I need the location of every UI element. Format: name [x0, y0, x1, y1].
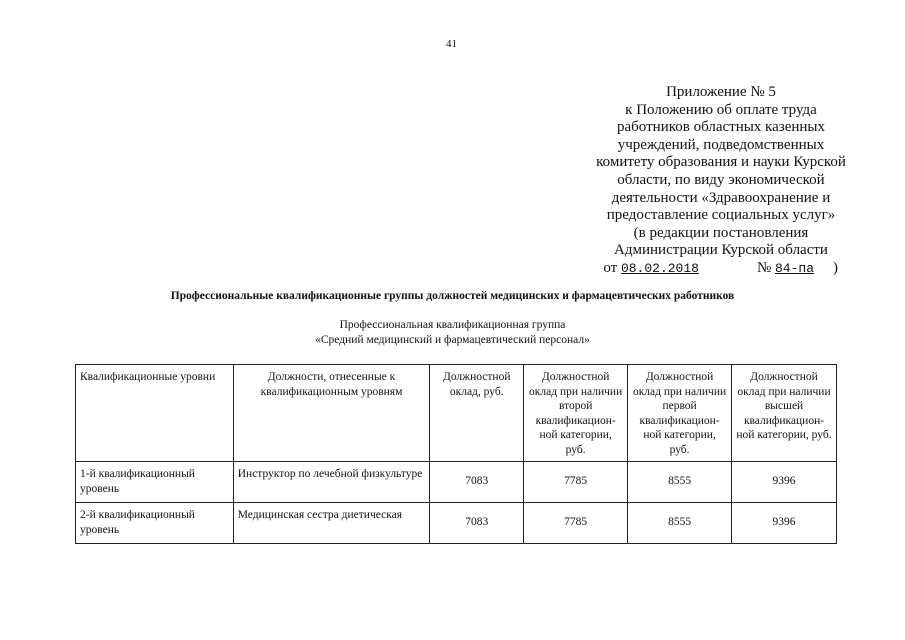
page-number: 41	[446, 38, 457, 50]
table-cell: Инструктор по лечебной физкультуре	[233, 462, 430, 503]
appendix-line: Администрации Курской области	[614, 242, 828, 259]
number-prefix: №	[756, 259, 772, 276]
column-header: Должностной оклад при наличии первой квалификацион-ной категории, руб.	[628, 365, 732, 462]
table-header-row	[76, 365, 837, 462]
qualification-table	[75, 364, 837, 544]
appendix-block	[590, 84, 852, 278]
column-header: Должностной оклад при наличии второй квалификацион-ной категории, руб.	[524, 365, 628, 462]
date-number-line	[590, 260, 852, 278]
table-cell: 9396	[732, 462, 837, 503]
document-number: 84-па	[775, 260, 815, 276]
column-header: Должности, отнесенные к квалификационным уровням	[233, 365, 430, 462]
table-cell: Медицинская сестра диетическая	[233, 503, 430, 544]
document-date: 08.02.2018	[620, 260, 699, 276]
table-cell: 9396	[732, 503, 837, 544]
group-subtitle	[0, 318, 905, 348]
table-cell: 7785	[524, 462, 628, 503]
table-cell: 7083	[430, 462, 524, 503]
appendix-line: области, по виду экономической	[617, 171, 825, 188]
closing-paren: )	[833, 259, 838, 276]
appendix-line: к Положению об оплате труда	[625, 101, 817, 118]
table-cell: 8555	[628, 503, 732, 544]
table-cell: 8555	[628, 462, 732, 503]
table-row	[76, 462, 837, 503]
subtitle-line: Профессиональная квалификационная группа	[339, 319, 566, 331]
appendix-line: учреждений, подведомственных	[617, 136, 825, 153]
column-header: Квалификационные уровни	[76, 365, 234, 462]
table-cell: 1-й квалификационный уровень	[76, 462, 234, 503]
table-cell: 7785	[524, 503, 628, 544]
appendix-line: предоставление социальных услуг»	[606, 207, 836, 224]
appendix-line: комитету образования и науки Курской	[596, 154, 846, 171]
appendix-line: работников областных казенных	[617, 119, 825, 136]
column-header: Должностной оклад при наличии высшей квалификацион-ной категории, руб.	[732, 365, 837, 462]
date-prefix: от	[603, 259, 618, 276]
subtitle-line: «Средний медицинский и фармацевтический персонал»	[315, 334, 590, 346]
column-header: Должностной оклад, руб.	[430, 365, 524, 462]
appendix-line: (в редакции постановления	[633, 224, 809, 241]
table-cell: 2-й квалификационный уровень	[76, 503, 234, 544]
appendix-line: Приложение № 5	[666, 84, 776, 100]
main-title: Профессиональные квалификационные группы должностей медицинских и фармацевтических работников	[170, 290, 735, 302]
appendix-line: деятельности «Здравоохранение и	[611, 189, 831, 206]
table-row	[76, 503, 837, 544]
table-cell: 7083	[430, 503, 524, 544]
